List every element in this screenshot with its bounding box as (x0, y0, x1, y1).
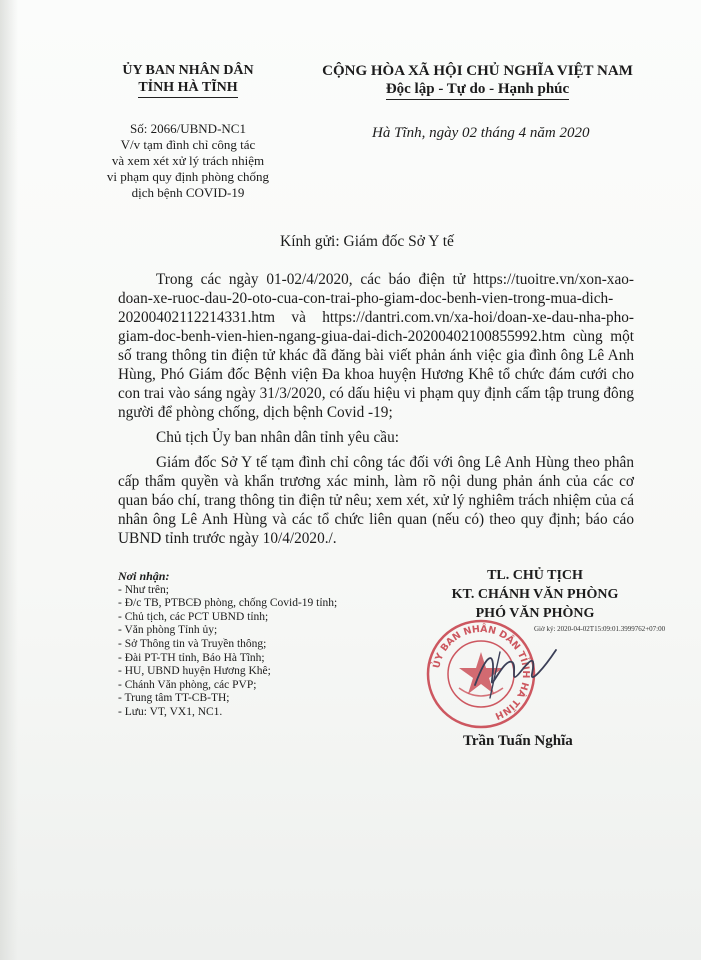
recipient-item: - Sở Thông tin và Truyền thông; (118, 637, 267, 650)
subject-line1: V/v tạm đình chỉ công tác (120, 137, 256, 152)
recipient-item: - Trung tâm TT-CB-TH; (118, 692, 230, 705)
document-number: Số: 2066/UBND-NC1 (130, 121, 246, 136)
subject-line4: dịch bệnh COVID-19 (131, 185, 245, 200)
recipient-item: - Văn phòng Tỉnh ủy; (118, 624, 218, 637)
recipients-block (118, 570, 418, 720)
recipient-item: - HU, UBND huyện Hương Khê; (118, 665, 271, 678)
seal-text: ỦY BAN NHÂN DÂN TỈNH HÀ TĨNH (431, 623, 532, 722)
document-body (118, 270, 634, 548)
salutation: Kính gửi: Giám đốc Sở Y tế (280, 233, 454, 250)
recipients-title: Nơi nhận: (118, 569, 170, 583)
body-paragraph-3: Giám đốc Sở Y tế tạm đình chỉ công tác đối với ông Lê Anh Hùng theo phân cấp thẩm quyền và khẩn trương xác minh, làm rõ nội dung phản ánh của các cơ quan báo chí, trang thông tin điện tử nêu; xem xét, xử lý nghiêm trách nhiệm của cá nhân ông Lê Anh Hùng và các tổ chức liên quan (nếu có) theo quy định; báo cáo UBND tỉnh trước ngày 10/4/2020./. (118, 454, 634, 547)
recipient-item: - Lưu: VT, VX1, NC1. (118, 705, 223, 718)
signature-line3: PHÓ VĂN PHÒNG (475, 606, 595, 621)
recipient-item: - Chánh Văn phòng, các PVP; (118, 678, 257, 691)
digital-signature-timestamp: Giờ ký: 2020-04-02T15:09:01.3999762+07:00 (534, 625, 666, 633)
motto: Độc lập - Tự do - Hạnh phúc (386, 80, 569, 100)
handwritten-signature-icon (470, 640, 560, 700)
body-paragraph-2: Chủ tịch Ủy ban nhân dân tỉnh yêu cầu: (156, 429, 399, 446)
recipient-item: - Chủ tịch, các PCT UBND tỉnh; (118, 610, 269, 623)
recipient-item: - Đài PT-TH tỉnh, Báo Hà Tĩnh; (118, 651, 265, 664)
document-number-block (78, 121, 298, 201)
agency-line1: ỦY BAN NHÂN DÂN (122, 63, 254, 78)
body-paragraph-1: Trong các ngày 01-02/4/2020, các báo điện tử https://tuoitre.vn/xon-xao-doan-xe-ruoc-dau-20-oto-cua-con-trai-pho-giam-doc-benh-vien-trong-mua-dich-20200402112214331.htm và https://dantri.com.vn/xa-hoi/doan-xe-dau-nha-pho-giam-doc-benh-vien-hien-ngang-giua-dai-dich-20200402100855992.htm cùng một số trang thông tin điện tử khác đã đăng bài viết phản ánh việc gia đình ông Lê Anh Hùng, Phó Giám đốc Bệnh viện Đa khoa huyện Hương Khê tổ chức đám cưới cho con trai vào sáng ngày 31/3/2020, có dấu hiệu vi phạm quy định cấm tập trung đông người để phòng chống, dịch bệnh Covid -19; (118, 271, 634, 421)
signature-line1: TL. CHỦ TỊCH (487, 568, 583, 583)
signer-name: Trần Tuấn Nghĩa (463, 733, 573, 749)
subject-line3: vi phạm quy định phòng chống (106, 169, 270, 184)
nation-title: CỘNG HÒA XÃ HỘI CHỦ NGHĨA VIỆT NAM (322, 63, 633, 79)
recipient-item: - Đ/c TB, PTBCĐ phòng, chống Covid-19 tỉnh; (118, 597, 338, 610)
signature-title-block (405, 566, 665, 623)
agency-line2: TỈNH HÀ TĨNH (138, 79, 237, 98)
place-date: Hà Tĩnh, ngày 02 tháng 4 năm 2020 (372, 125, 590, 141)
scan-edge-shadow (0, 0, 18, 960)
signature-line2: KT. CHÁNH VĂN PHÒNG (451, 587, 619, 602)
issuing-agency (78, 62, 298, 98)
subject-line2: và xem xét xử lý trách nhiệm (111, 153, 265, 168)
national-heading (300, 62, 655, 100)
recipient-item: - Như trên; (118, 583, 169, 596)
